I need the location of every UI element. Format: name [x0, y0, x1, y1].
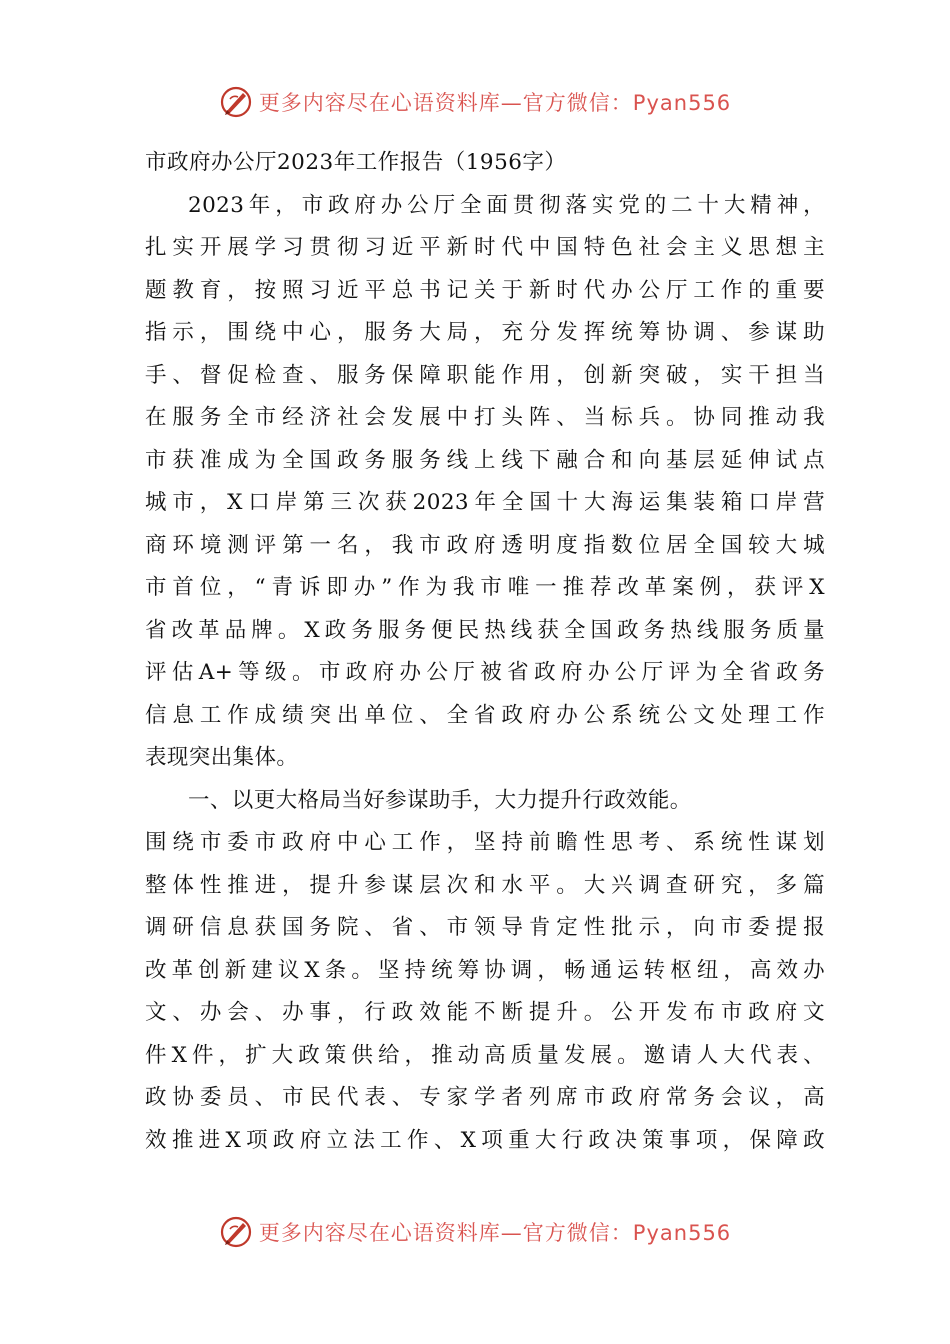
- footer-watermark-text: 更多内容尽在心语资料库—官方微信：Pyan556: [258, 1221, 732, 1245]
- text-line: 手、督促检查、服务保障职能作用，创新突破，实干担当: [145, 362, 825, 388]
- text-line: 评估A+等级。市政府办公厅被省政府办公厅评为全省政务: [145, 660, 825, 685]
- text-line: 表现突出集体。: [145, 745, 299, 770]
- pen-logo-icon: [219, 85, 253, 119]
- header-watermark-text: 更多内容尽在心语资料库—官方微信：Pyan556: [258, 91, 732, 115]
- text-line: 效推进X项政府立法工作、X项重大行政决策事项，保障政: [145, 1127, 825, 1153]
- text-line: 指示，围绕中心，服务大局，充分发挥统筹协调、参谋助: [145, 320, 825, 345]
- text-line: 一、以更大格局当好参谋助手，大力提升行政效能。: [188, 787, 692, 813]
- text-line: 在服务全市经济社会发展中打头阵、当标兵。协同推动我: [145, 405, 825, 430]
- text-line: 市首位，“青诉即办”作为我市唯一推荐改革案例，获评X: [145, 575, 825, 600]
- footer-watermark-banner: [0, 1210, 950, 1254]
- document-title: 市政府办公厅2023年工作报告（1956字）: [145, 150, 567, 175]
- text-line: 2023年，市政府办公厅全面贯彻落实党的二十大精神，: [188, 192, 825, 218]
- text-line: 调研信息获国务院、省、市领导肯定性批示，向市委提报: [145, 915, 825, 940]
- text-line: 政协委员、市民代表、专家学者列席市政府常务会议，高: [145, 1085, 825, 1110]
- text-line: 市获准成为全国政务服务线上线下融合和向基层延伸试点: [145, 447, 825, 473]
- pen-logo-icon: [219, 1215, 253, 1249]
- text-line: 城市，X口岸第三次获2023年全国十大海运集装箱口岸营: [145, 490, 825, 515]
- text-line: 件X件，扩大政策供给，推动高质量发展。邀请人大代表、: [145, 1042, 825, 1068]
- text-line: 改革创新建议X条。坚持统筹协调，畅通运转枢纽，高效办: [145, 957, 825, 983]
- text-line: 信息工作成绩突出单位、全省政府办公系统公文处理工作: [145, 702, 825, 728]
- text-line: 扎实开展学习贯彻习近平新时代中国特色社会主义思想主: [145, 235, 825, 260]
- document-paragraphs: [145, 185, 825, 1163]
- text-line: 围绕市委市政府中心工作，坚持前瞻性思考、系统性谋划: [145, 830, 825, 855]
- text-line: 省改革品牌。X政务服务便民热线获全国政务热线服务质量: [145, 617, 825, 643]
- header-watermark-banner: [0, 80, 950, 124]
- text-line: 整体性推进，提升参谋层次和水平。大兴调查研究，多篇: [145, 872, 825, 898]
- document-body: [145, 142, 825, 1162]
- text-line: 文、办会、办事，行政效能不断提升。公开发布市政府文: [145, 1000, 825, 1025]
- text-line: 商环境测评第一名，我市政府透明度指数位居全国较大城: [145, 532, 825, 558]
- text-line: 题教育，按照习近平总书记关于新时代办公厅工作的重要: [145, 277, 825, 303]
